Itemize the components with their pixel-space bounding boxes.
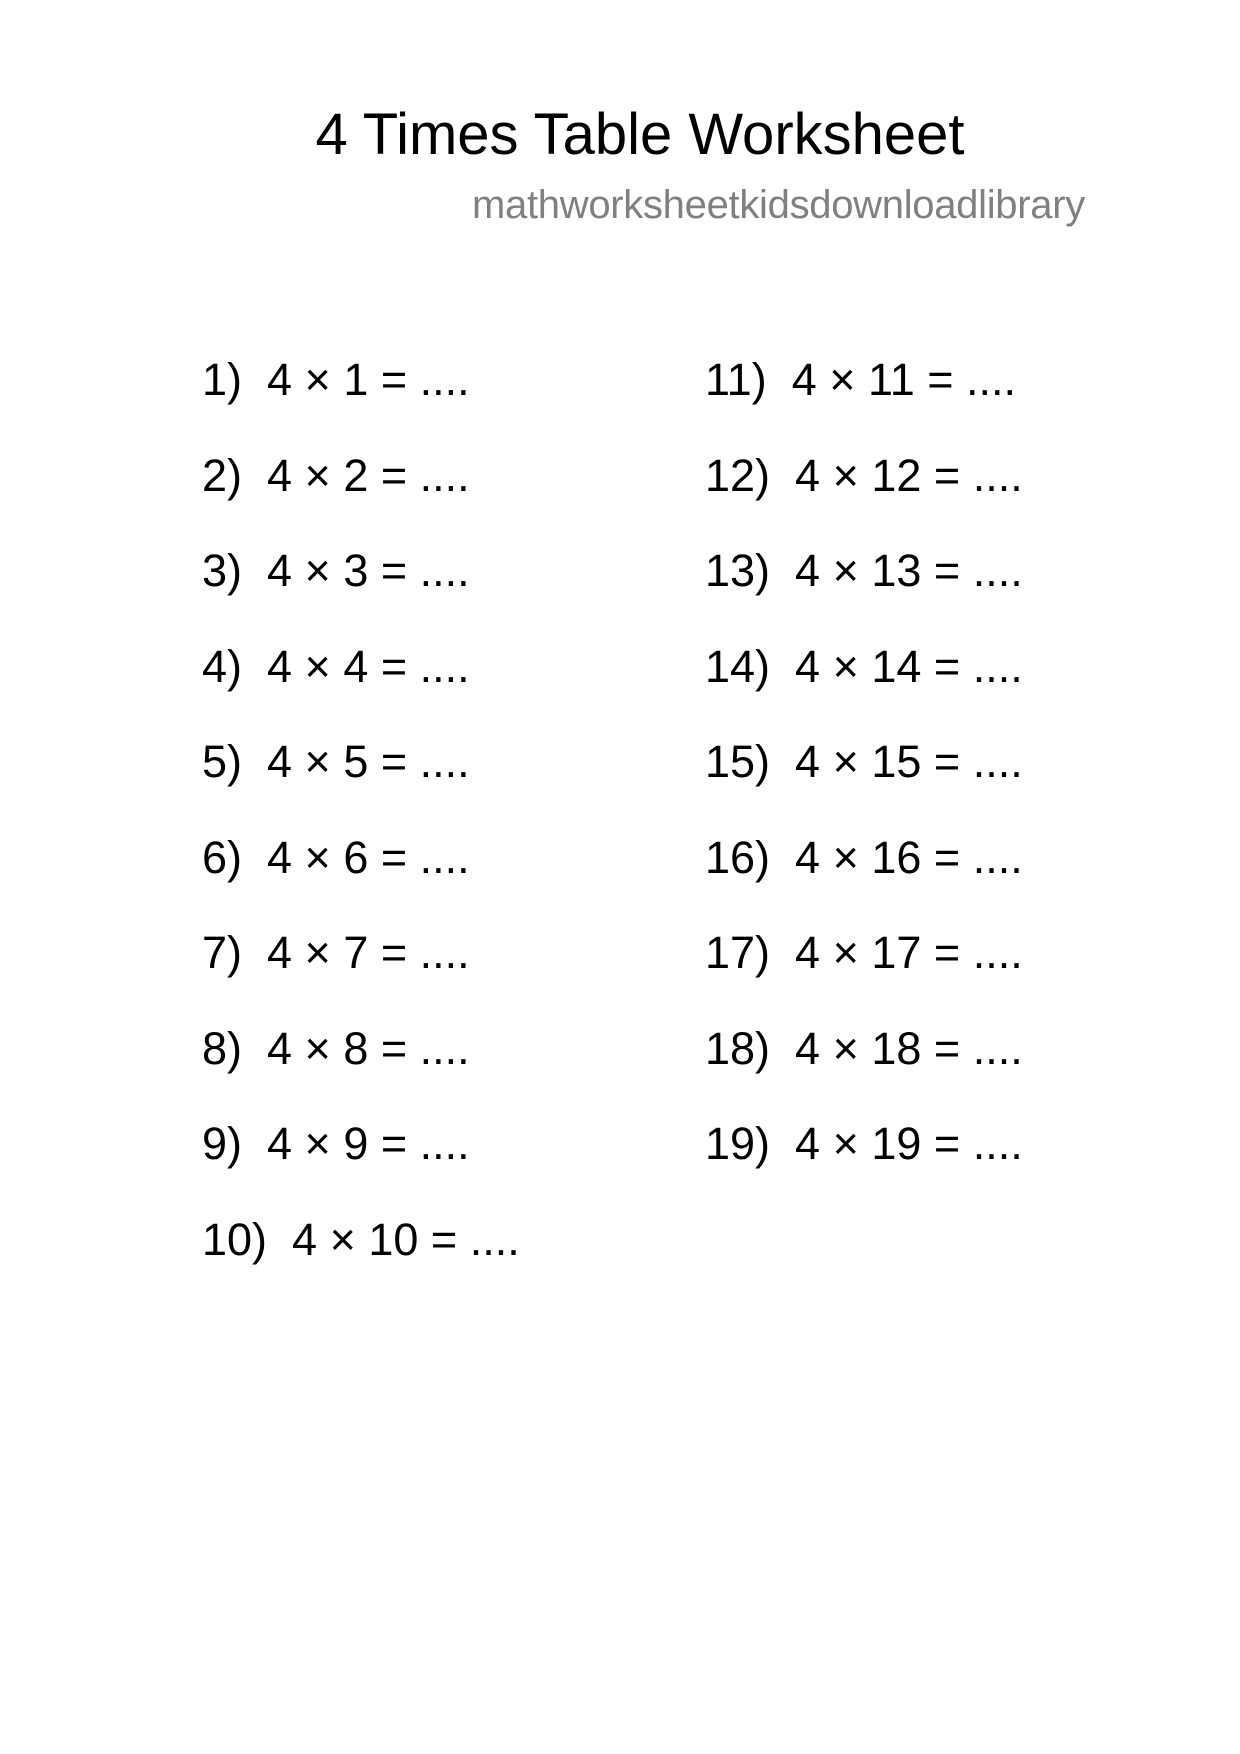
worksheet-title: 4 Times Table Worksheet <box>315 102 965 167</box>
problem-item: 16) 4 × 16 = .... <box>705 831 1023 883</box>
problem-item: 18) 4 × 18 = .... <box>705 1022 1023 1074</box>
problem-item: 6) 4 × 6 = .... <box>202 831 470 883</box>
problems-left-column <box>202 350 520 1305</box>
problem-item: 12) 4 × 12 = .... <box>705 449 1023 501</box>
problems-right-column <box>705 350 1023 1210</box>
problem-item: 11) 4 × 11 = .... <box>705 354 1017 405</box>
problem-item: 14) 4 × 14 = .... <box>705 640 1023 692</box>
problem-item: 17) 4 × 17 = .... <box>705 927 1023 978</box>
problem-item: 3) 4 × 3 = .... <box>202 545 470 596</box>
source-watermark: mathworksheetkidsdownloadlibrary <box>472 183 1085 227</box>
problem-item: 13) 4 × 13 = .... <box>705 545 1023 596</box>
problem-item: 7) 4 × 7 = .... <box>202 927 470 978</box>
problem-item: 19) 4 × 19 = .... <box>705 1118 1023 1169</box>
problem-item: 1) 4 × 1 = .... <box>202 354 470 405</box>
problem-item: 8) 4 × 8 = .... <box>202 1022 470 1074</box>
problem-item: 4) 4 × 4 = .... <box>202 640 470 692</box>
problem-item: 9) 4 × 9 = .... <box>202 1118 470 1169</box>
problem-item: 15) 4 × 15 = .... <box>705 736 1023 787</box>
problem-item: 5) 4 × 5 = .... <box>202 736 470 787</box>
problem-item: 10) 4 × 10 = .... <box>202 1213 520 1265</box>
problem-item: 2) 4 × 2 = .... <box>202 449 470 501</box>
